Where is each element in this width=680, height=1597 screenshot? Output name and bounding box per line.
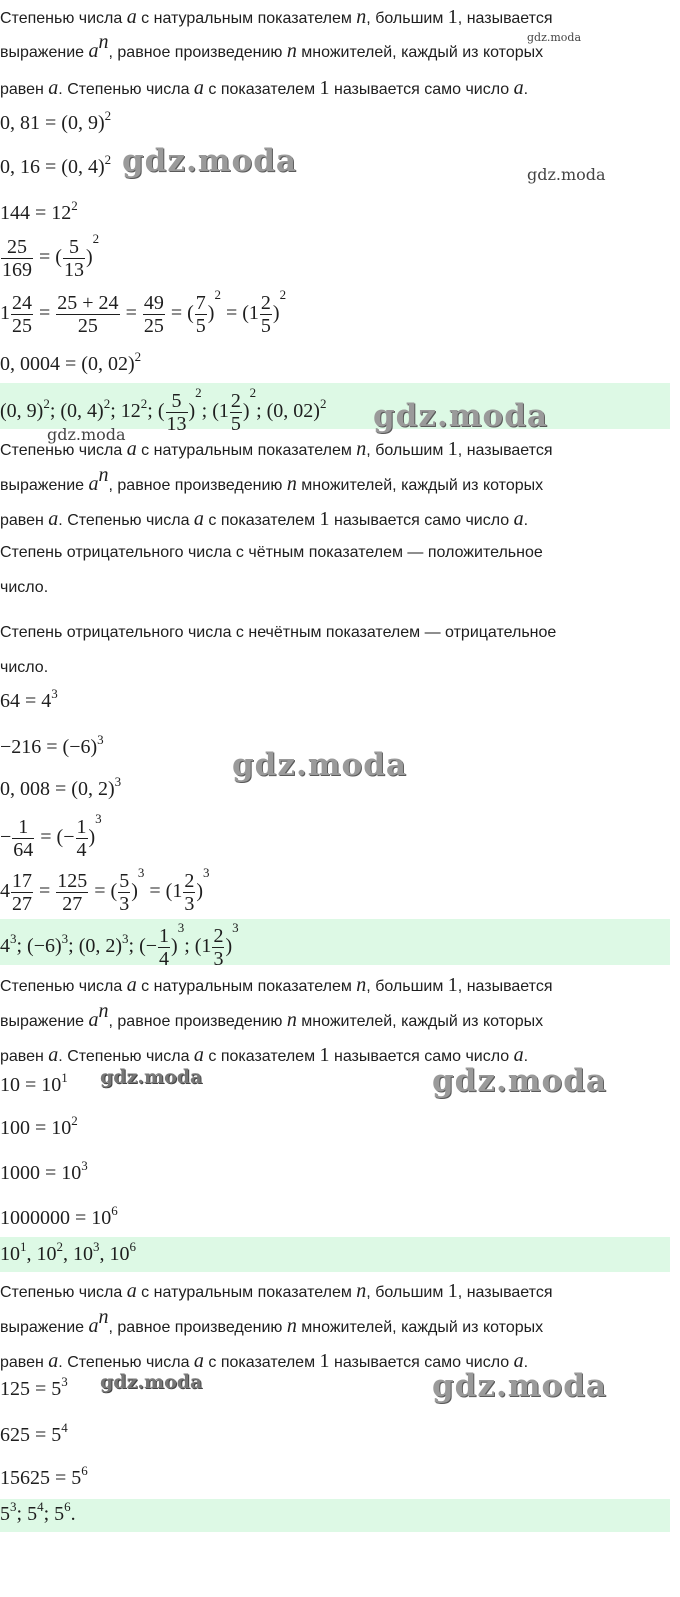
definition-line-2: выражение $a^n$, равное произведению n множителей, каждый из которых <box>0 31 544 62</box>
definition-line-2: выражение $a^n$, равное произведению n множителей, каждый из которых <box>0 1000 544 1031</box>
fraction: $\frac{5}{3}$ <box>119 870 130 915</box>
answer-highlight-4 <box>0 1499 670 1532</box>
equation-0-16: 0, 16 = (0, 4)$^2$ <box>0 152 112 178</box>
fraction: $\frac{2}{3}$ <box>213 925 224 970</box>
equation-0-0004: 0, 0004 = (0, 02)$^2$ <box>0 349 142 375</box>
definition-line-2: выражение $a^n$, равное произведению n множителей, каждый из которых <box>0 1306 544 1337</box>
fraction: $\frac{49}{25}$ <box>143 292 164 337</box>
watermark: gdz.moda <box>122 143 297 179</box>
fraction: $\frac{1}{64}$ <box>13 816 34 861</box>
even-rule: Степень отрицательного числа с чётным показателем — положительное <box>0 544 543 561</box>
fraction: $\frac{17}{27}$ <box>12 870 32 915</box>
equation-1000: $1000 = 10^3$ <box>0 1158 88 1184</box>
odd-rule-end: число. <box>0 659 49 676</box>
watermark: gdz.moda <box>100 1371 203 1393</box>
equation-1-24-25: 1 $\frac{24}{25}$ = $\frac{25 + 24}{25}$ = $\frac{49}{25}$ = ( $\frac{7}{5}$ )$^2$ = (1 $\frac{2}{5}$ )$^2$ <box>0 287 287 337</box>
watermark: gdz.moda <box>47 425 126 444</box>
watermark: gdz.moda <box>527 165 606 184</box>
fraction: $\frac{2}{5}$ <box>230 390 241 435</box>
definition-line-1: Степенью числа a с натуральным показателем n, большим 1, называется <box>0 974 553 996</box>
watermark: gdz.moda <box>432 1063 607 1099</box>
definition-line-3: равен a. Степенью числа a с показателем 1 называется само число a. <box>0 77 529 99</box>
fraction: $\frac{5}{13}$ <box>166 390 187 435</box>
equation-0-008: 0, 008 = (0, 2)$^3$ <box>0 774 122 800</box>
definition-line-2: выражение $a^n$, равное произведению n множителей, каждый из которых <box>0 464 544 495</box>
fraction: $\frac{2}{3}$ <box>184 870 195 915</box>
definition-line-1: Степенью числа a с натуральным показателем n, большим 1, называется <box>0 1280 553 1302</box>
equation-25-169: $\frac{25}{169}$ = ( $\frac{5}{13}$ )$^2$ <box>2 231 100 281</box>
fraction: $\frac{1}{4}$ <box>76 816 87 861</box>
answer-4: $5^3$; $5^4$; $5^6$. <box>0 1499 76 1525</box>
equation-minus-216: $-216 = (-6)^3$ <box>0 732 104 758</box>
watermark: gdz.moda <box>100 1066 203 1088</box>
equation-100: $100 = 10^2$ <box>0 1113 78 1139</box>
fraction: $\frac{125}{27}$ <box>57 870 88 915</box>
fraction: $\frac{25 + 24}{25}$ <box>57 292 119 337</box>
definition-line-1: Степенью числа a с натуральным показателем n, большим 1, называется <box>0 438 553 460</box>
answer-1: (0, 9)$^2$; (0, 4)$^2$; $12^2$; ( $\frac{5}{13}$ )$^2$; (1 $\frac{2}{5}$ )$^2$; (0, 02)$^2$ <box>0 385 327 435</box>
fraction: $\frac{24}{25}$ <box>12 292 32 337</box>
equation-10: $10 = 10^1$ <box>0 1070 68 1096</box>
odd-rule: Степень отрицательного числа с нечётным показателем — отрицательное <box>0 624 557 641</box>
watermark: gdz.moda <box>527 31 582 44</box>
definition-line-3: равен a. Степенью числа a с показателем 1 называется само число a. <box>0 1350 529 1372</box>
equation-4-17-27: 4 $\frac{17}{27}$ = $\frac{125}{27}$ = ( $\frac{5}{3}$ )$^3$ = (1 $\frac{2}{3}$ )$^3$ <box>0 865 210 915</box>
equation-625: $625 = 5^4$ <box>0 1420 68 1446</box>
watermark: gdz.moda <box>432 1368 607 1404</box>
equation-64: $64 = 4^3$ <box>0 686 58 712</box>
fraction: $\frac{7}{5}$ <box>195 292 206 337</box>
equation-144: $144 = 12^2$ <box>0 198 78 224</box>
definition-line-1: Степенью числа a с натуральным показателем n, большим 1, называется <box>0 6 553 28</box>
equation-0-81: 0, 81 = (0, 9)$^2$ <box>0 108 112 134</box>
answer-3: $10^1$, $10^2$, $10^3$, $10^6$ <box>0 1239 136 1265</box>
answer-2: $4^3$; $(-6)^3$; (0, 2)$^3$; (− $\frac{1}{4}$ )$^3$; (1 $\frac{2}{3}$ )$^3$ <box>0 920 239 970</box>
watermark: gdz.moda <box>373 398 548 434</box>
fraction: $\frac{2}{5}$ <box>260 292 271 337</box>
fraction: $\frac{25}{169}$ <box>2 236 32 281</box>
even-rule-end: число. <box>0 579 49 596</box>
fraction: $\frac{5}{13}$ <box>63 236 84 281</box>
watermark: gdz.moda <box>232 747 407 783</box>
equation-1000000: $1000000 = 10^6$ <box>0 1203 118 1229</box>
equation-125: $125 = 5^3$ <box>0 1374 68 1400</box>
equation-minus-1-64: − $\frac{1}{64}$ = (− $\frac{1}{4}$ )$^3$ <box>0 811 102 861</box>
fraction: $\frac{1}{4}$ <box>159 925 170 970</box>
definition-line-3: равен a. Степенью числа a с показателем 1 называется само число a. <box>0 508 529 530</box>
definition-line-3: равен a. Степенью числа a с показателем 1 называется само число a. <box>0 1044 529 1066</box>
equation-15625: $15625 = 5^6$ <box>0 1463 88 1489</box>
